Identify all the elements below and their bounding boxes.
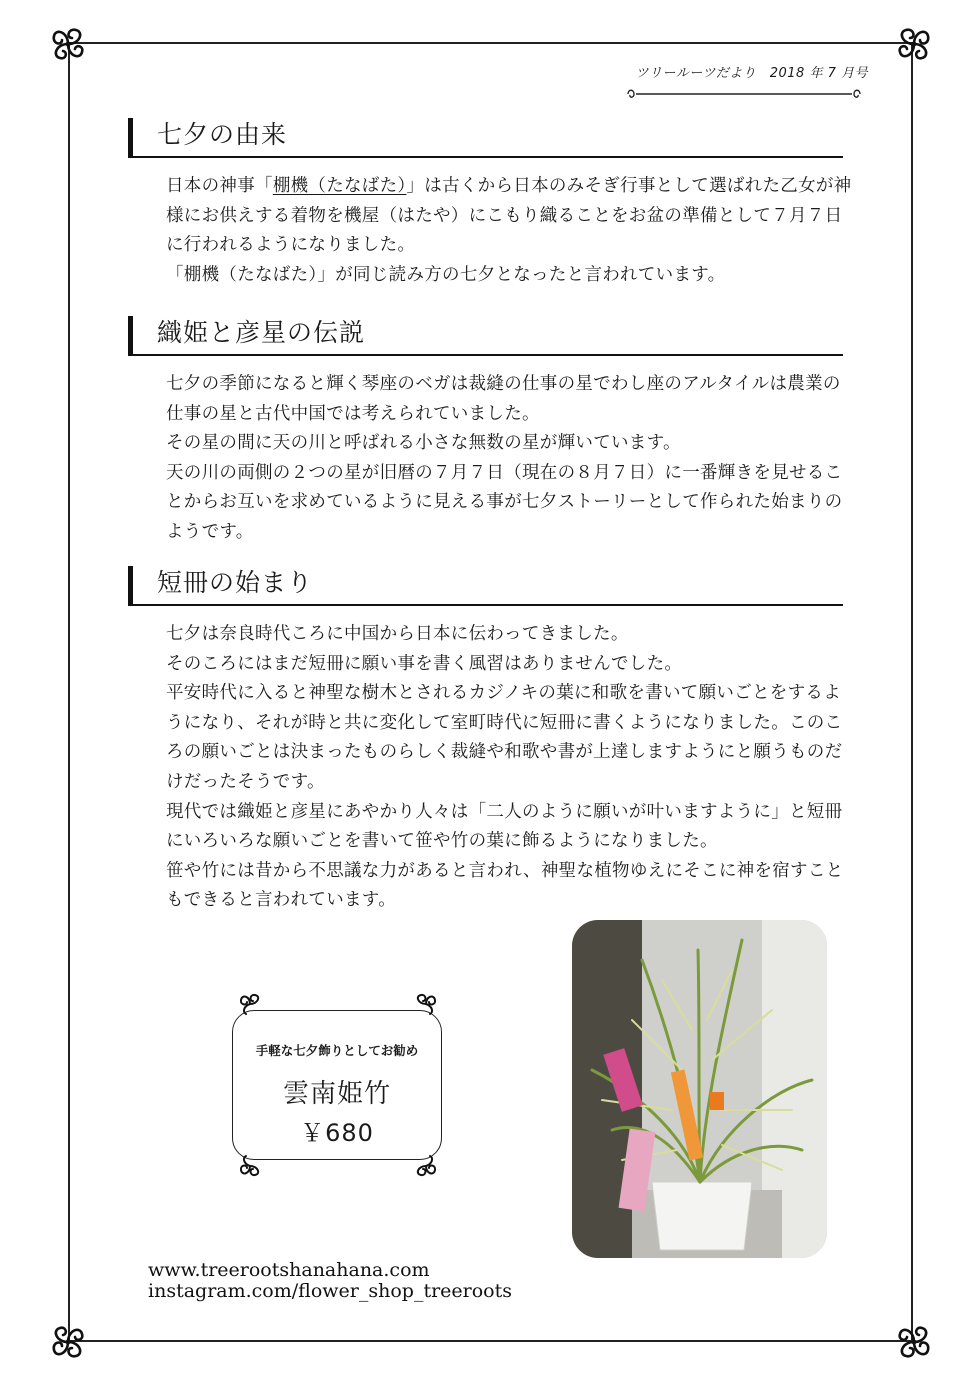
underlined-term: 棚機（たなばた） [272,176,407,196]
corner-ornament-icon [882,22,936,76]
instagram-link[interactable]: instagram.com/flower_shop_treeroots [148,1280,512,1302]
promo-caption: 手軽な七夕飾りとしてお勧め [255,1043,419,1058]
paragraph-text: 日本の神事「 [166,176,273,196]
corner-ornament-icon [882,1310,936,1364]
section-paragraph [166,172,856,290]
website-link[interactable]: www.treerootshanahana.com [148,1259,430,1281]
paragraph-text: 」は古くから日本のみそぎ行事として選ばれた乙女が神様にお供えする着物を機屋（はたや）にこもり織ることをお盆の準備として７月７日に行われるようになりました。 「棚機（たなばた）」が同じ読み方の七夕となったと言われています。 [166,176,852,285]
footer-links [148,1260,512,1302]
section-paragraph: 七夕の季節になると輝く琴座のベガは裁縫の仕事の星でわし座のアルタイルは農業の仕事の星と古代中国では考えられていました。 その星の間に天の川と呼ばれる小さな無数の星が輝いています。 天の川の両側の２つの星が旧暦の７月７日（現在の８月７日）に一番輝きを見せることからお互いを求めているように見える事が七夕ストーリーとして作られた始まりのようです。 [166,374,843,542]
flourish-icon [406,1150,440,1180]
section-title: 七夕の由来 [128,118,843,158]
product-price: ￥680 [300,1119,374,1147]
bamboo-plant-photo [572,920,827,1258]
flourish-icon [236,1150,270,1180]
section-title: 短冊の始まり [128,566,843,606]
promo-card [232,1010,442,1160]
flourish-icon [236,990,270,1020]
product-name: 雲南姫竹 [282,1079,391,1109]
section-title: 織姫と彦星の伝説 [128,316,843,356]
flourish-icon [406,990,440,1020]
section-paragraph: 七夕は奈良時代ころに中国から日本に伝わってきました。 そのころにはまだ短冊に願い事を書く風習はありませんでした。 平安時代に入ると神聖な樹木とされるカジノキの葉に和歌を書いて願いごとをするようになり、それが時と共に変化して室町時代に短冊に書くようになりました。このころの願いごとは決まったものらしく裁縫や和歌や書が上達しますようにと願うものだけだったそうです。 現代では織姫と彦星にあやかり人々は「二人のように願いが叶いますように」と短冊にいろいろな願いごとを書いて笹や竹の葉に飾るようになりました。 笹や竹には昔から不思議な力があると言われ、神聖な植物ゆえにそこに神を宿すこともできると言われています。 [166,624,844,911]
corner-ornament-icon [46,22,100,76]
newsletter-issue-label: ツリールーツだより 2018 年 7 月号 [635,66,868,81]
scroll-divider-icon [620,86,868,100]
corner-ornament-icon [46,1310,100,1364]
